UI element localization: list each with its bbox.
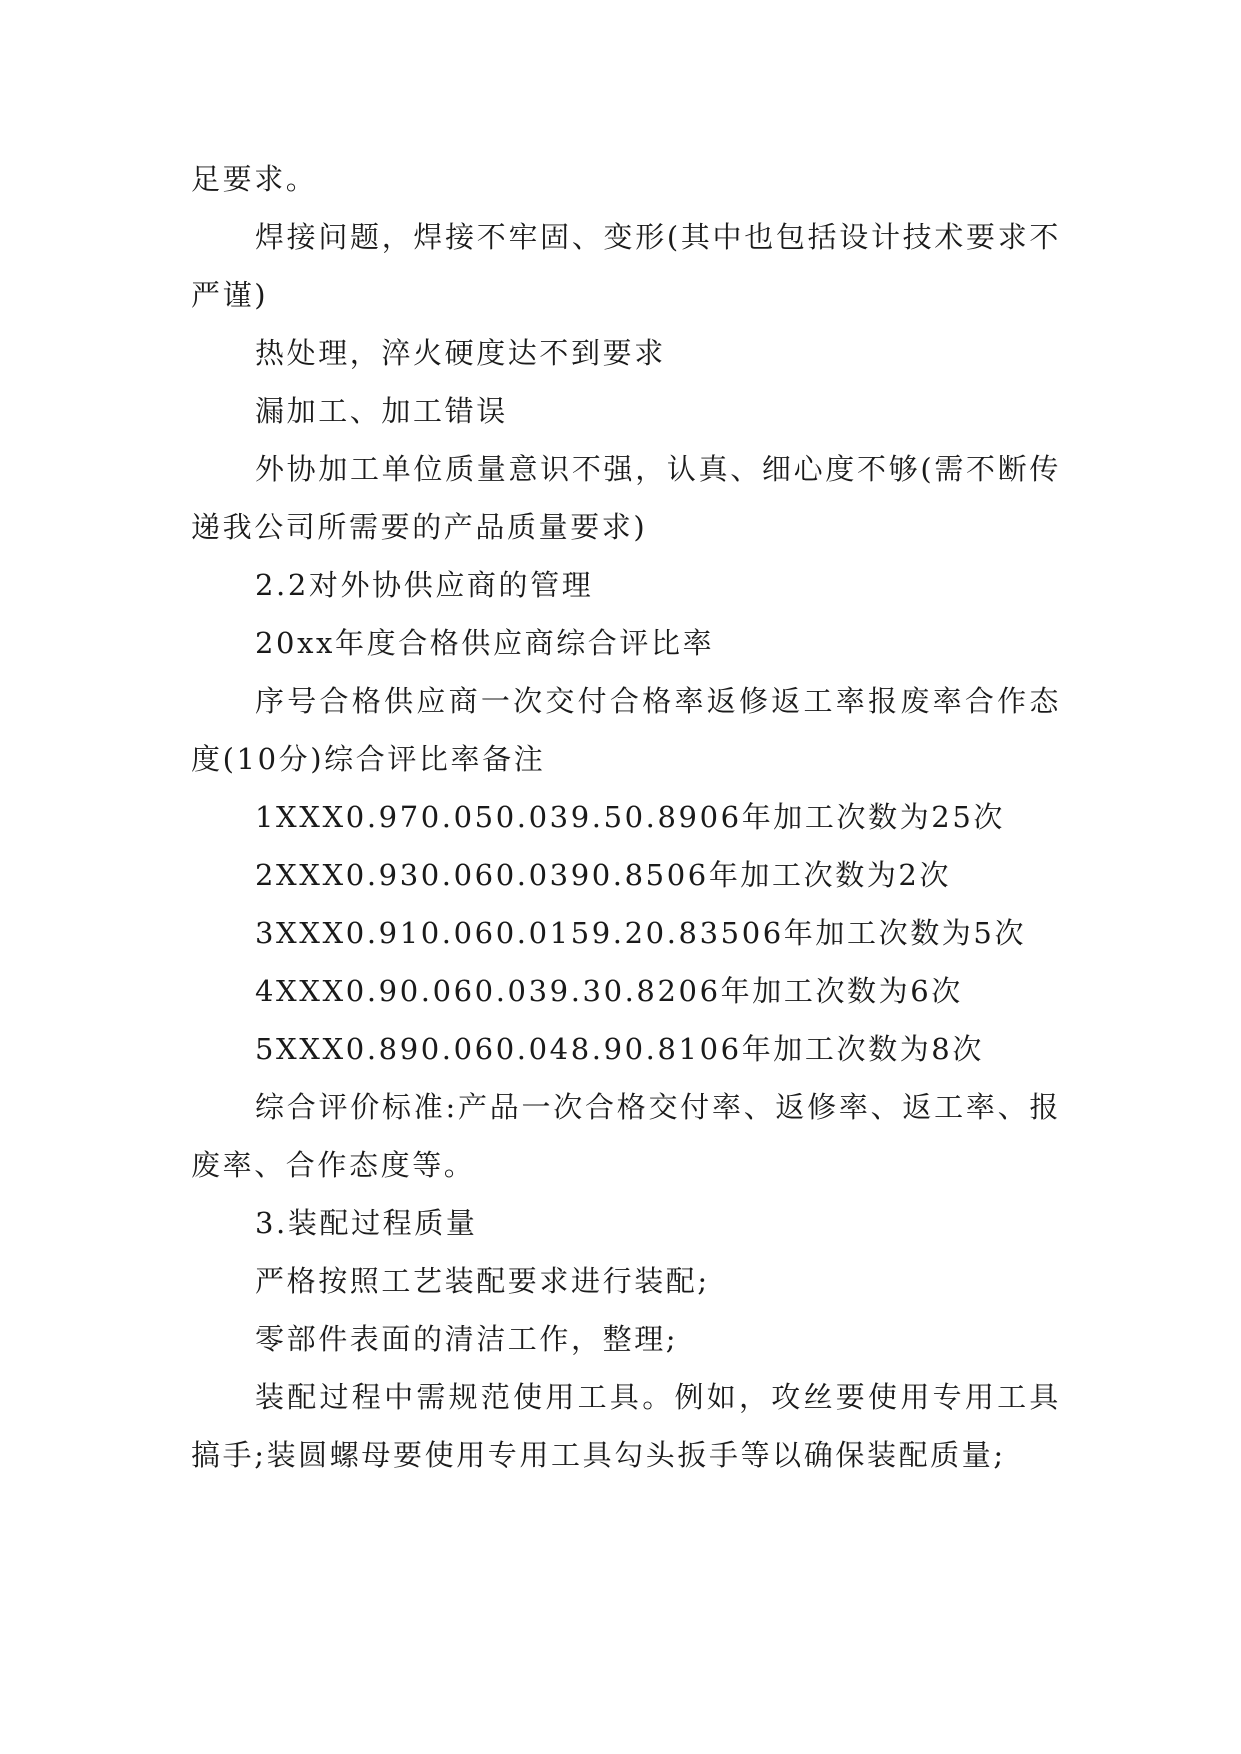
table-row-3: 3XXX0.910.060.0159.20.83506年加工次数为5次 xyxy=(255,916,1027,950)
table-header-row: 序号合格供应商一次交付合格率返修返工率报废率合作态度(10分)综合评比率备注 xyxy=(191,684,1061,776)
section-heading-supplier-management: 2.2对外协供应商的管理 xyxy=(255,568,594,602)
table-row-5: 5XXX0.890.060.048.90.8106年加工次数为8次 xyxy=(255,1032,984,1066)
table-title: 20xx年度合格供应商综合评比率 xyxy=(255,626,715,660)
paragraph-evaluation-criteria: 综合评价标准:产品一次合格交付率、返修率、返工率、报废率、合作态度等。 xyxy=(191,1090,1061,1182)
table-row-4: 4XXX0.90.060.039.30.8206年加工次数为6次 xyxy=(255,974,963,1008)
paragraph-assembly-requirement: 严格按照工艺装配要求进行装配; xyxy=(255,1264,710,1298)
paragraph-continuation: 足要求。 xyxy=(191,162,318,196)
table-row-2: 2XXX0.930.060.0390.8506年加工次数为2次 xyxy=(255,858,952,892)
paragraph-cleaning: 零部件表面的清洁工作，整理; xyxy=(255,1322,679,1356)
paragraph-outsourcing-quality: 外协加工单位质量意识不强，认真、细心度不够(需不断传递我公司所需要的产品质量要求) xyxy=(191,452,1061,544)
section-heading-assembly-quality: 3.装配过程质量 xyxy=(255,1206,478,1240)
document-page xyxy=(191,150,1061,1484)
paragraph-missing-processing: 漏加工、加工错误 xyxy=(255,394,508,428)
paragraph-heat-treatment: 热处理，淬火硬度达不到要求 xyxy=(255,336,666,370)
table-row-1: 1XXX0.970.050.039.50.8906年加工次数为25次 xyxy=(255,800,1005,834)
paragraph-welding-issue: 焊接问题，焊接不牢固、变形(其中也包括设计技术要求不严谨) xyxy=(191,220,1061,312)
paragraph-tool-usage: 装配过程中需规范使用工具。例如，攻丝要使用专用工具搞手;装圆螺母要使用专用工具勾头扳手等以确保装配质量; xyxy=(191,1380,1061,1472)
